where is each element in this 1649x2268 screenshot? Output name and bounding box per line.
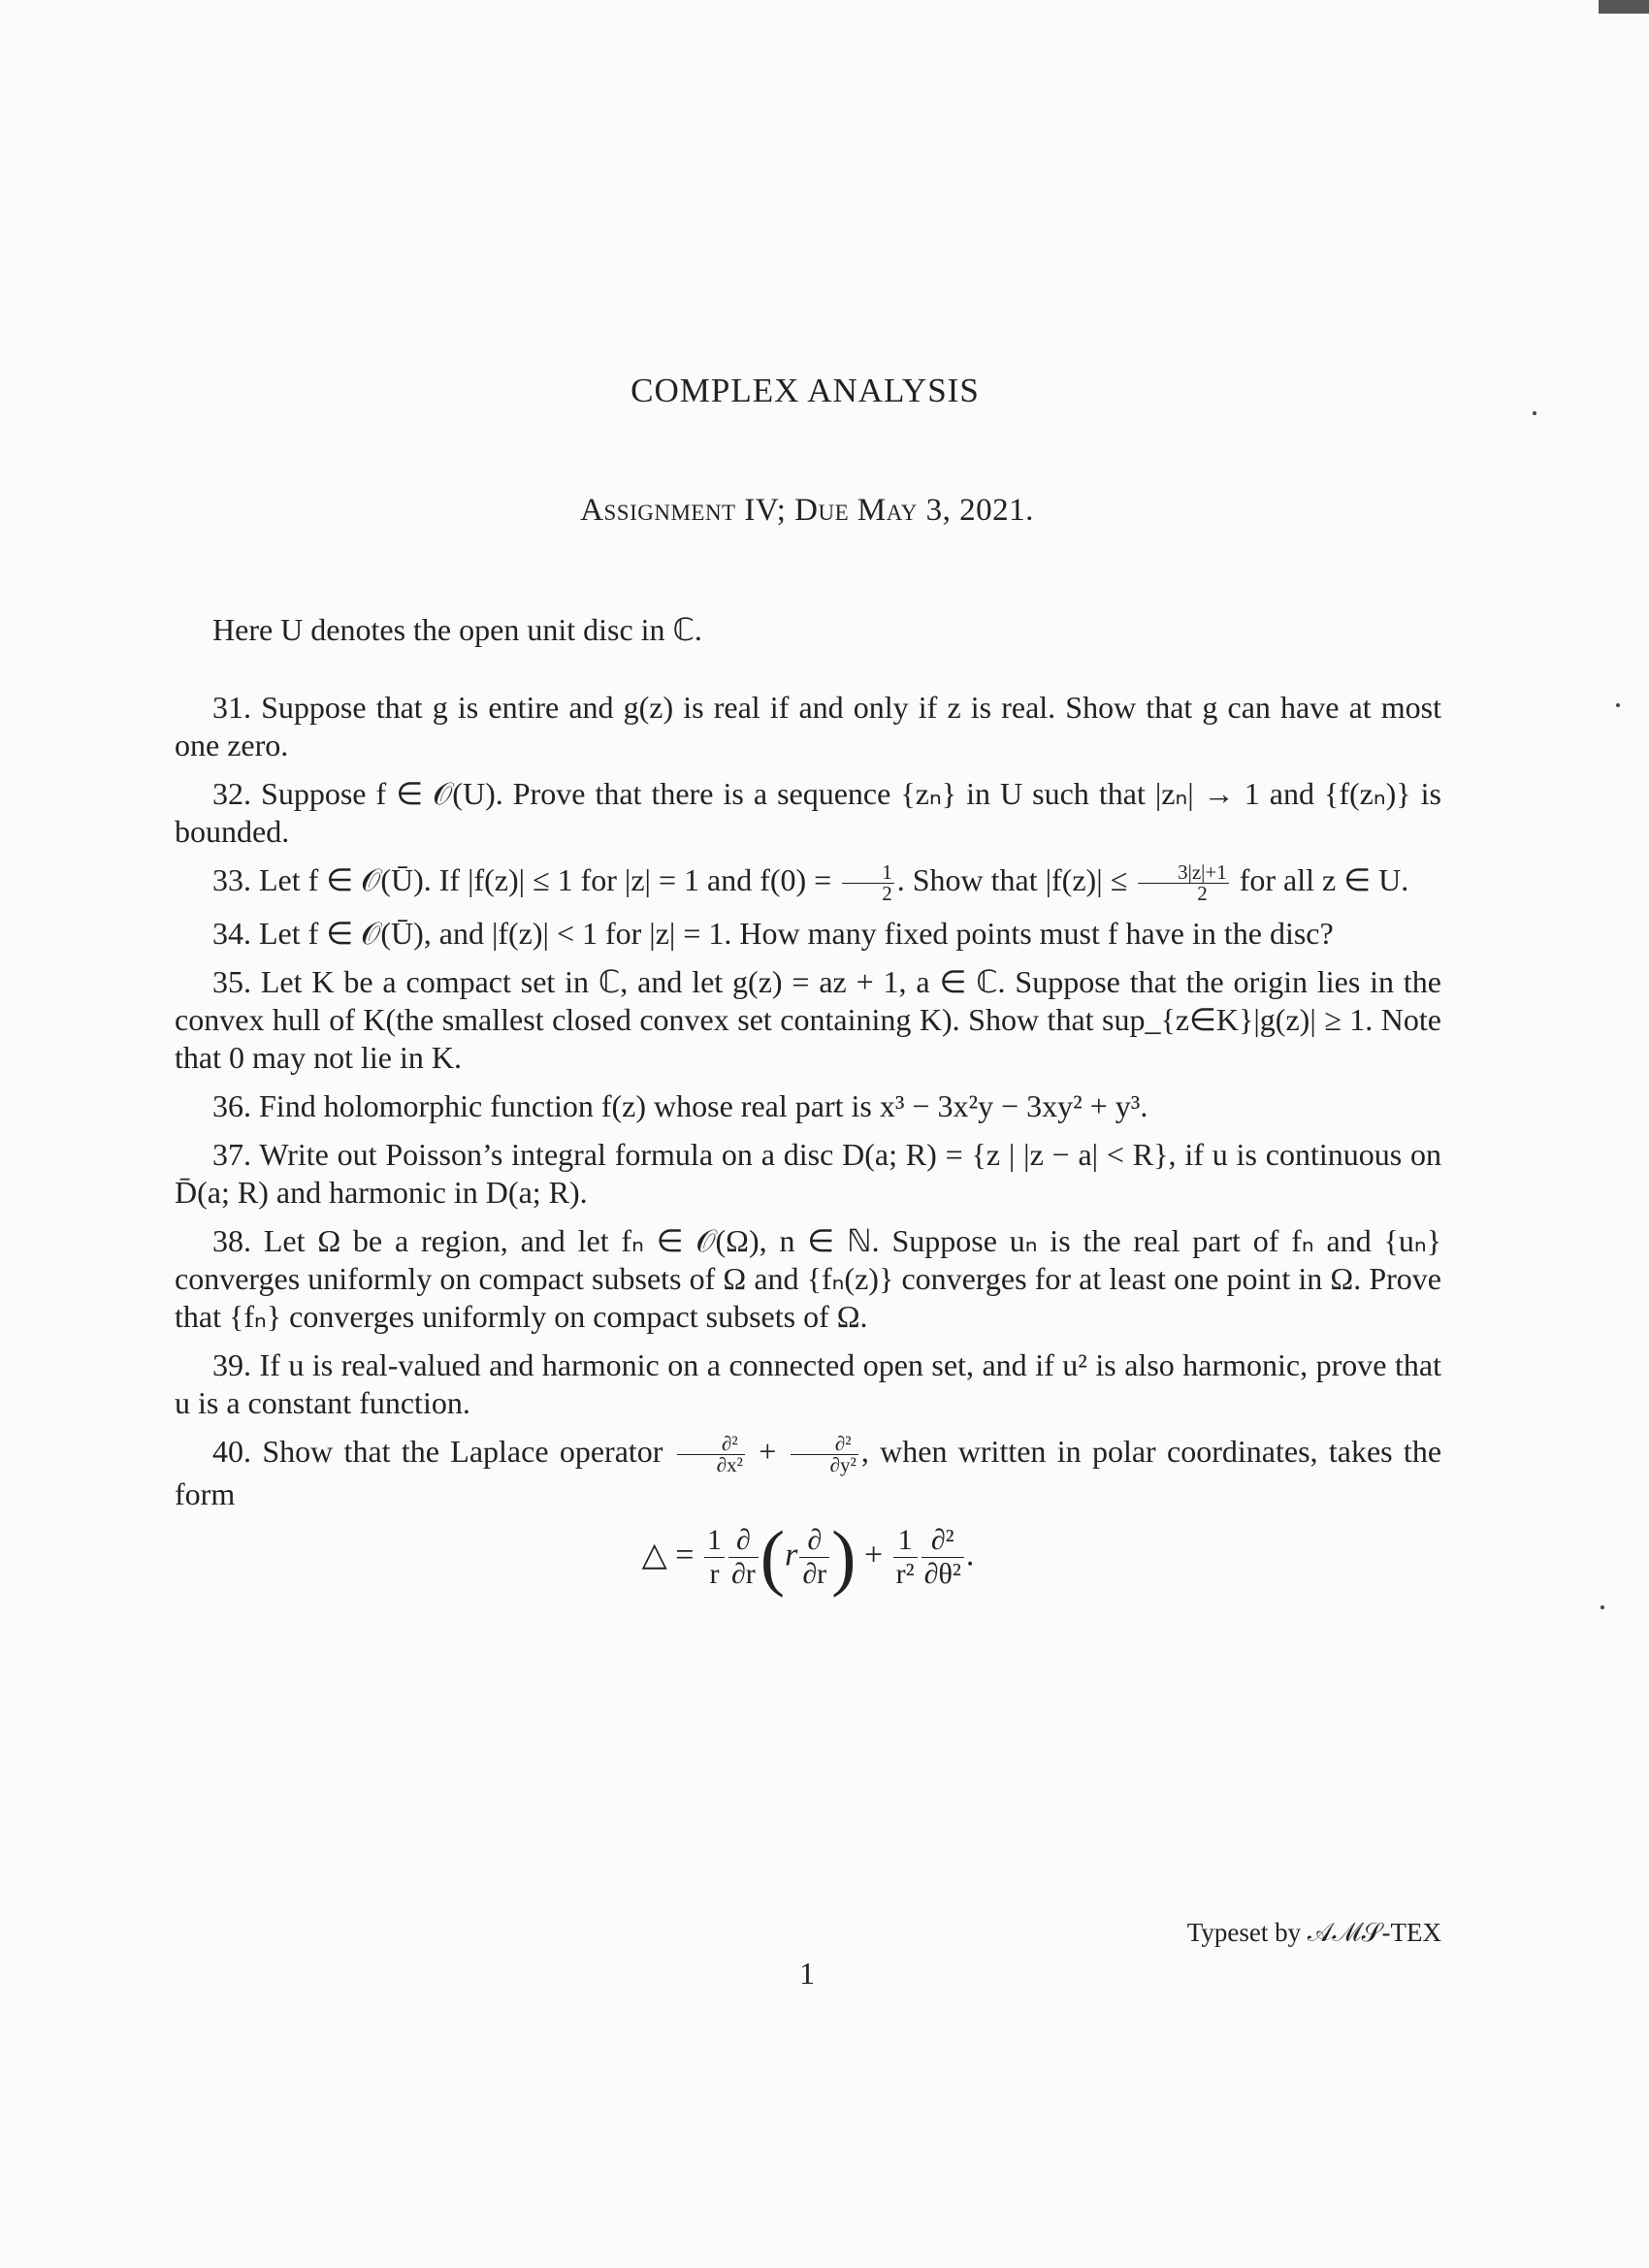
equation-term: $\frac{1}{r}$ bbox=[704, 1524, 725, 1591]
problem-number: 32. bbox=[212, 776, 251, 811]
problem-text: Let f ∈ 𝒪(Ū), and |f(z)| < 1 for |z| = 1. How many fixed points must f have in the disc? bbox=[259, 916, 1334, 952]
scan-edge-mark bbox=[1599, 0, 1649, 14]
problem-text: Show that the Laplace operator bbox=[262, 1434, 674, 1470]
fraction-one-half: $\frac{1}{2}$ bbox=[842, 862, 894, 904]
problem-34 bbox=[175, 915, 1441, 953]
equation-term: $\frac{\text{∂²}}{\text{∂θ²}}$ bbox=[922, 1524, 964, 1591]
problem-number: 34. bbox=[212, 916, 251, 952]
problem-text: Find holomorphic function f(z) whose real part is x³ − 3x²y − 3xy² + y³. bbox=[259, 1088, 1148, 1124]
problem-37 bbox=[175, 1136, 1441, 1212]
problem-text: Let Ω be a region, and let fₙ ∈ 𝒪(Ω), n ∈ ℕ. Suppose uₙ is the real part of fₙ and {uₙ} converges uniformly on compact subsets of Ω and {fₙ(z)} converges for at least one point in Ω. Prove that {fₙ} converges uniformly on compact subsets of Ω. bbox=[175, 1223, 1442, 1335]
equation-term: $\frac{\partial}{\partial r}$ bbox=[728, 1524, 759, 1591]
plus-sign: + bbox=[747, 1434, 788, 1470]
equation-end: . bbox=[965, 1537, 975, 1573]
equation-lhs: △ = bbox=[641, 1537, 695, 1573]
scan-speck bbox=[1616, 703, 1620, 707]
problem-number: 38. bbox=[212, 1223, 251, 1259]
problem-number: 31. bbox=[212, 690, 251, 725]
problem-text: . Show that |f(z)| ≤ bbox=[896, 862, 1136, 897]
intro-paragraph: Here U denotes the open unit disc in ℂ. bbox=[212, 612, 702, 647]
equation-term: $\frac{1}{\text{r²}}$ bbox=[893, 1524, 918, 1591]
equation-r: r bbox=[785, 1537, 798, 1573]
problem-39 bbox=[175, 1346, 1441, 1422]
problem-number: 37. bbox=[212, 1137, 251, 1173]
problem-text: Let K be a compact set in ℂ, and let g(z) = az + 1, a ∈ ℂ. Suppose that the origin lies in the convex hull of K(the smallest closed convex set containing K). Show that sup_{z∈K}|g(z)| ≥ 1. Note that 0 may not lie in K. bbox=[175, 964, 1442, 1076]
typeset-footer: Typeset by 𝒜ℳ𝒮-TEX bbox=[1186, 1918, 1441, 1947]
problem-33 bbox=[175, 861, 1441, 904]
problem-number: 35. bbox=[212, 964, 251, 1000]
page-number: 1 bbox=[799, 1956, 815, 1991]
problem-35 bbox=[175, 963, 1441, 1077]
problem-32 bbox=[175, 775, 1441, 851]
problem-number: 36. bbox=[212, 1088, 251, 1124]
problem-text: Suppose f ∈ 𝒪(U). Prove that there is a sequence {zₙ} in U such that |zₙ| → 1 and {f(zₙ)} is bounded. bbox=[175, 776, 1441, 849]
scan-speck bbox=[1600, 1605, 1604, 1609]
scan-speck bbox=[1533, 411, 1536, 415]
problem-number: 40. bbox=[212, 1434, 251, 1470]
equation-plus: + bbox=[863, 1537, 884, 1573]
problem-text: , when written in polar coordinates, takes the form bbox=[175, 1434, 1442, 1512]
problem-text: If u is real-valued and harmonic on a connected open set, and if u² is also harmonic, prove that u is a constant function. bbox=[175, 1347, 1442, 1421]
document-body bbox=[175, 611, 1442, 1599]
problem-number: 39. bbox=[212, 1347, 251, 1383]
problem-38 bbox=[175, 1222, 1441, 1336]
fraction-bound: $\frac{3|z|+1}{2}$ bbox=[1138, 862, 1229, 904]
problem-36 bbox=[175, 1087, 1441, 1125]
partial-x-operator: $\frac{\text{∂²}}{\text{∂x²}}$ bbox=[677, 1434, 745, 1475]
problem-31 bbox=[175, 689, 1441, 764]
problem-number: 33. bbox=[212, 862, 251, 897]
equation-paren: ) bbox=[831, 1516, 857, 1599]
problem-text: Suppose that g is entire and g(z) is real if and only if z is real. Show that g can have at most one zero. bbox=[175, 690, 1442, 762]
partial-y-operator: $\frac{\text{∂²}}{\text{∂y²}}$ bbox=[791, 1434, 858, 1475]
document-title: COMPLEX ANALYSIS bbox=[630, 372, 980, 409]
problem-40 bbox=[175, 1433, 1441, 1513]
problem-text: Let f ∈ 𝒪(Ū). If |f(z)| ≤ 1 for |z| = 1 and f(0) = bbox=[259, 862, 840, 897]
equation-paren: ( bbox=[760, 1516, 786, 1599]
problem-text: for all z ∈ U. bbox=[1231, 862, 1409, 897]
laplace-polar-equation bbox=[175, 1516, 1441, 1599]
equation-term: $\frac{\partial}{\partial r}$ bbox=[799, 1524, 829, 1591]
assignment-subtitle: Assignment IV; Due May 3, 2021. bbox=[580, 493, 1034, 528]
problem-text: Write out Poisson’s integral formula on a disc D(a; R) = {z | |z − a| < R}, if u is continuous on D̄(a; R) and harmonic in D(a; R). bbox=[175, 1137, 1442, 1211]
